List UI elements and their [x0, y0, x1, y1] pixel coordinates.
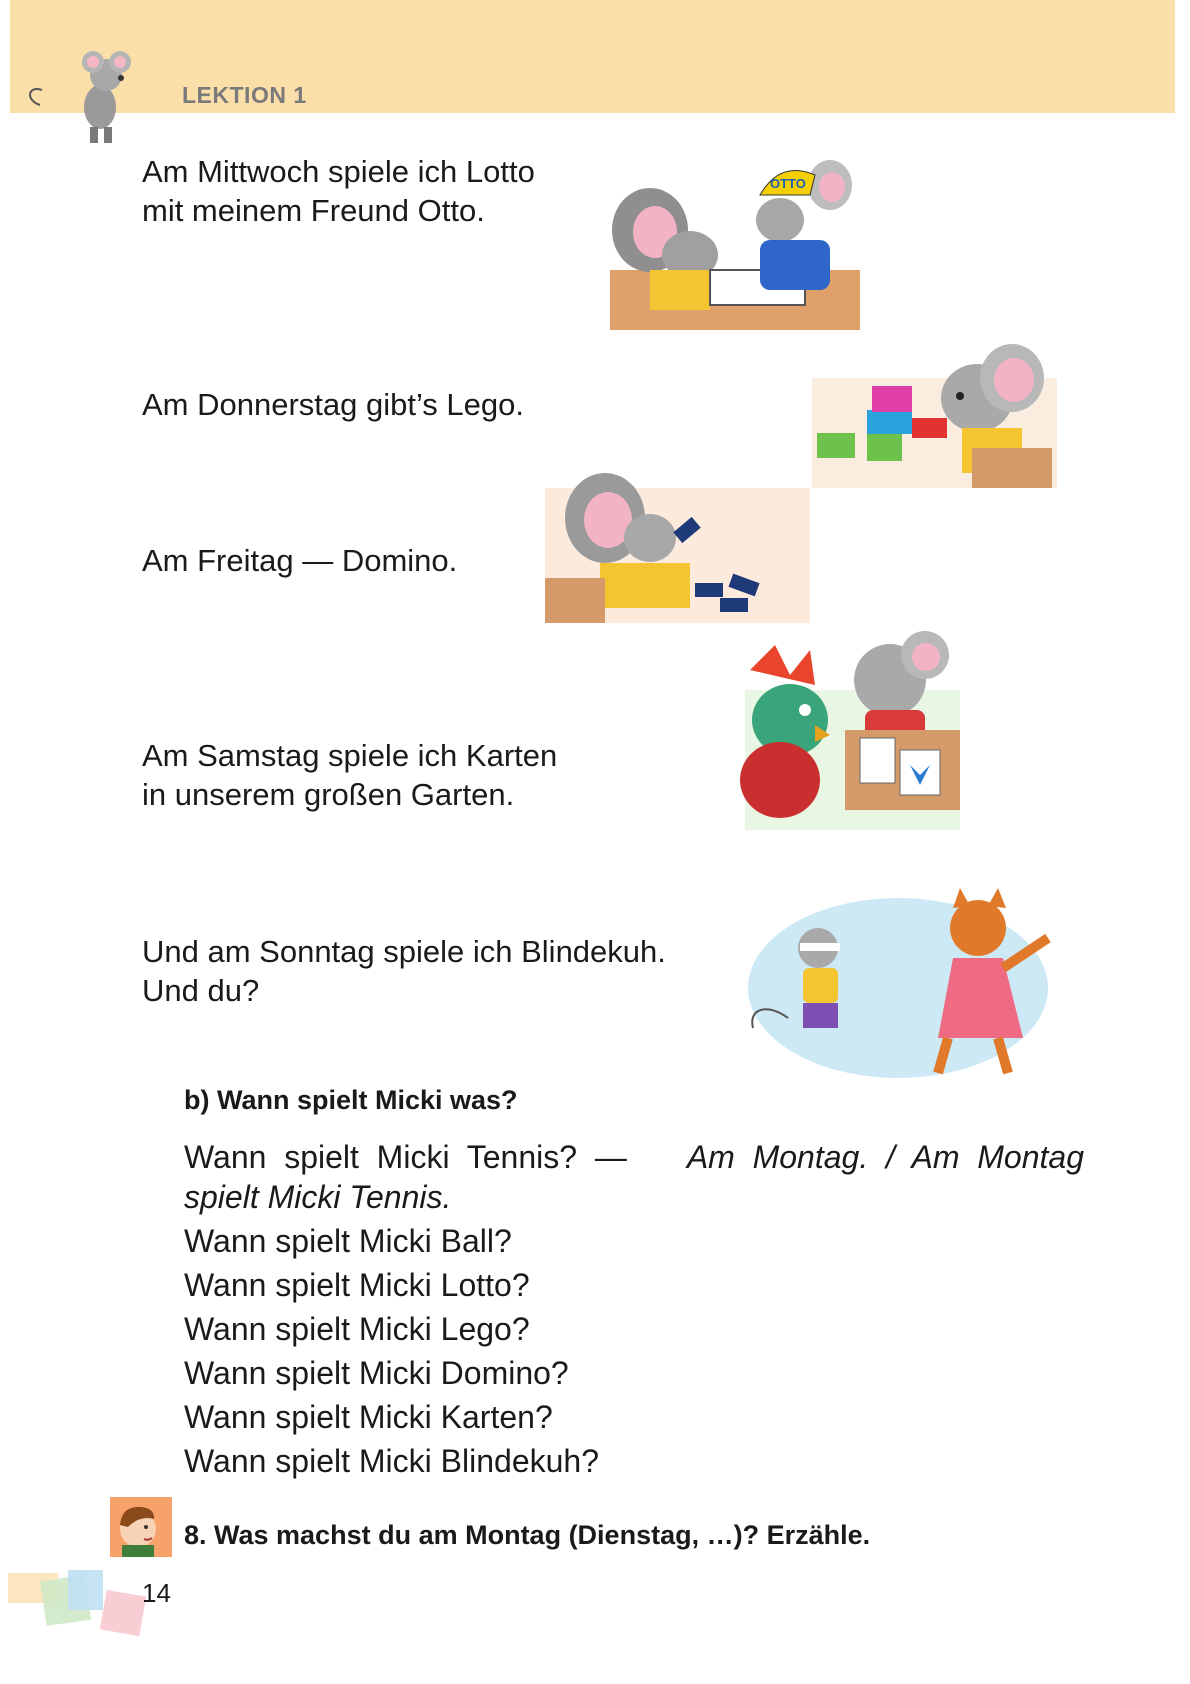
verse-freitag: Am Freitag — Domino.	[142, 543, 458, 578]
parrot-and-mouse-playing-cards-illustration	[735, 630, 960, 830]
speaking-boy-icon	[110, 1497, 172, 1557]
page-corner-decoration	[8, 1568, 148, 1638]
question-item: Wann spielt Micki Lego?	[184, 1311, 530, 1347]
question-item: Wann spielt Micki Blindekuh?	[184, 1443, 599, 1479]
mice-playing-lotto-illustration	[610, 150, 860, 335]
example-answer: Am Montag. / Am Montag	[686, 1139, 1084, 1175]
exercise-b-title: b) Wann spielt Micki was?	[184, 1085, 518, 1115]
page-number: 14	[142, 1578, 171, 1608]
example-question: Wann spielt Micki Tennis? —	[184, 1139, 627, 1175]
mouse-mascot-icon	[20, 45, 140, 145]
question-item: Wann spielt Micki Lotto?	[184, 1267, 530, 1303]
lesson-label: LEKTION 1	[182, 82, 307, 108]
verse-mittwoch: Am Mittwoch spiele ich Lotto mit meinem Freund Otto.	[142, 154, 535, 228]
blindfolded-mouse-and-cat-illustration	[748, 888, 1053, 1083]
question-item: Wann spielt Micki Domino?	[184, 1355, 569, 1391]
otto-cap-text: OTTO	[770, 176, 806, 191]
question-item: Wann spielt Micki Ball?	[184, 1223, 512, 1259]
verse-samstag: Am Samstag spiele ich Karten in unserem großen Garten.	[142, 738, 558, 812]
exercise-8-title: 8. Was machst du am Montag (Dienstag, …)? Erzähle.	[184, 1520, 871, 1550]
question-item: Wann spielt Micki Karten?	[184, 1399, 553, 1435]
example-answer-continued: spielt Micki Tennis.	[184, 1179, 452, 1215]
mouse-playing-domino-illustration	[545, 468, 810, 623]
verse-donnerstag: Am Donnerstag gibt’s Lego.	[142, 387, 524, 422]
mouse-with-lego-illustration	[812, 338, 1057, 488]
verse-sonntag: Und am Sonntag spiele ich Blindekuh. Und du?	[142, 934, 666, 1008]
example-row	[184, 1135, 1084, 1179]
exercise-b-questions	[184, 1135, 1084, 1483]
